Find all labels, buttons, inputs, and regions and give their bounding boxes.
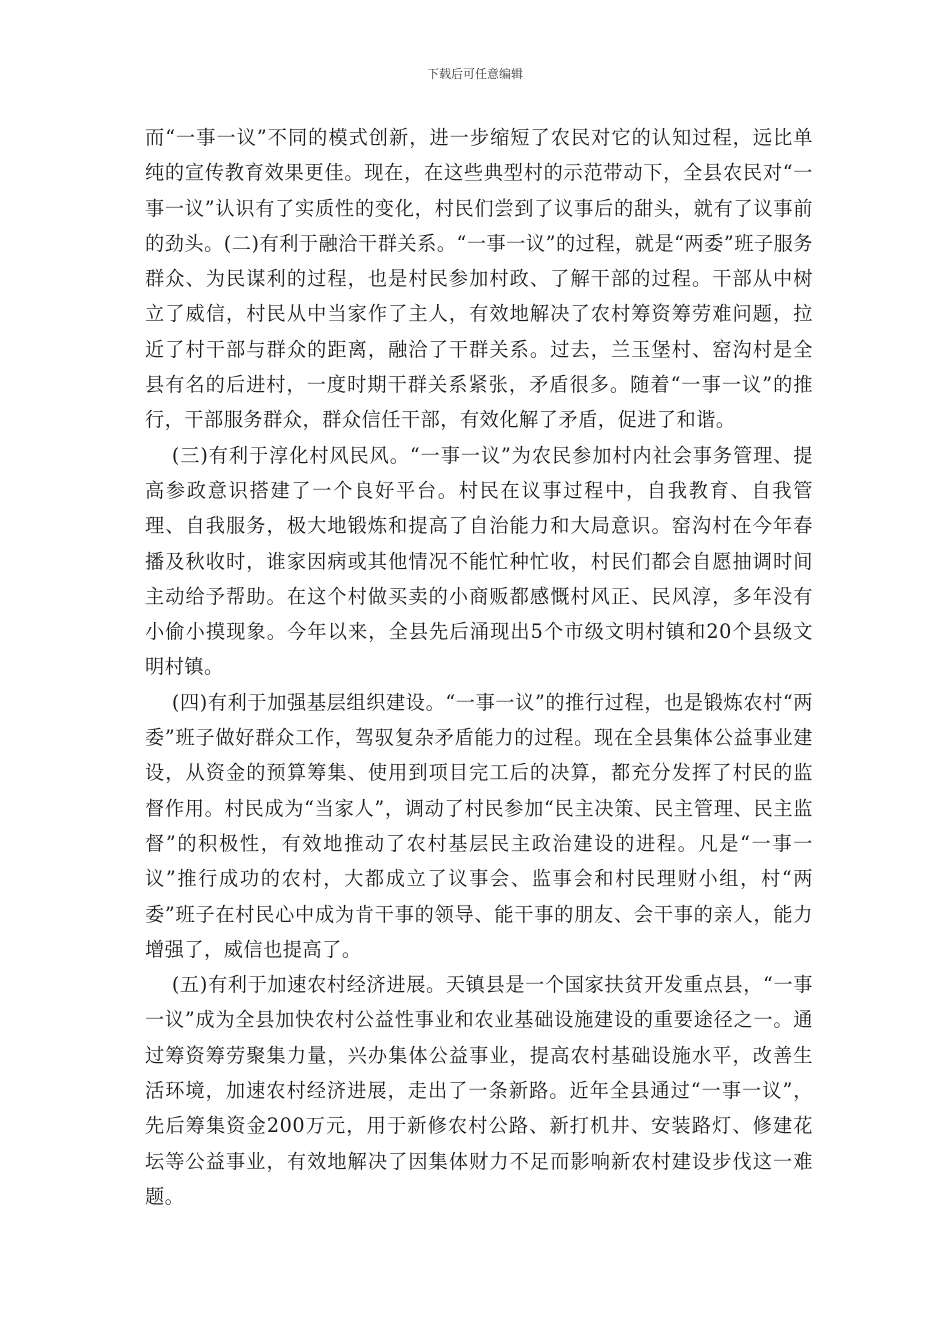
paragraph-2: (三)有利于淳化村风民风。“一事一议”为农民参加村内社会事务管理、提高参政意识搭建了一个良好平台。村民在议事过程中，自我教育、自我管理、自我服务，极大地锻炼和提高了自治能力和大局意识。窑沟村在今年春播及秋收时，谁家因病或其他情况不能忙种忙收，村民们都会自愿抽调时间主动给予帮助。在这个村做买卖的小商贩都感慨村风正、民风淳，多年没有小偷小摸现象。今年以来，全县先后涌现出5个市级文明村镇和20个县级文明村镇。 [145, 443, 813, 679]
page-header: 下载后可任意编辑 [426, 67, 523, 81]
paragraph-3: (四)有利于加强基层组织建设。“一事一议”的推行过程，也是锻炼农村“两委”班子做好群众工作，驾驭复杂矛盾能力的过程。现在全县集体公益事业建设，从资金的预算筹集、使用到项目完工后的决算，都充分发挥了村民的监督作用。村民成为“当家人”，调动了村民参加“民主决策、民主管理、民主监督”的积极性，有效地推动了农村基层民主政治建设的进程。凡是“一事一议”推行成功的农村，大都成立了议事会、监事会和村民理财小组，村“两委”班子在村民心中成为肯干事的领导、能干事的朋友、会干事的亲人，能力增强了，威信也提高了。 [145, 690, 813, 961]
paragraph-4: (五)有利于加速农村经济进展。天镇县是一个国家扶贫开发重点县，“一事一议”成为全县加快农村公益性事业和农业基础设施建设的重要途径之一。通过筹资筹劳聚集力量，兴办集体公益事业，提高农村基础设施水平，改善生活环境，加速农村经济进展，走出了一条新路。近年全县通过“一事一议”，先后筹集资金200万元，用于新修农村公路、新打机井、安装路灯、修建花坛等公益事业，有效地解决了因集体财力不足而影响新农村建设步伐这一难题。 [145, 973, 813, 1208]
paragraph-1: 而“一事一议”不同的模式创新，进一步缩短了农民对它的认知过程，远比单纯的宣传教育效果更佳。现在，在这些典型村的示范带动下，全县农民对“一事一议”认识有了实质性的变化，村民们尝到了议事后的甜头，就有了议事前的劲头。(二)有利于融洽干群关系。“一事一议”的过程，就是“两委”班子服务群众、为民谋利的过程，也是村民参加村政、了解干部的过程。干部从中树立了威信，村民从中当家作了主人，有效地解决了农村筹资筹劳难问题，拉近了村干部与群众的距离，融洽了干群关系。过去，兰玉堡村、窑沟村是全县有名的后进村，一度时期干群关系紧张，矛盾很多。随着“一事一议”的推行，干部服务群众，群众信任干部，有效化解了矛盾，促进了和谐。 [145, 126, 813, 432]
document-body [145, 120, 813, 1214]
